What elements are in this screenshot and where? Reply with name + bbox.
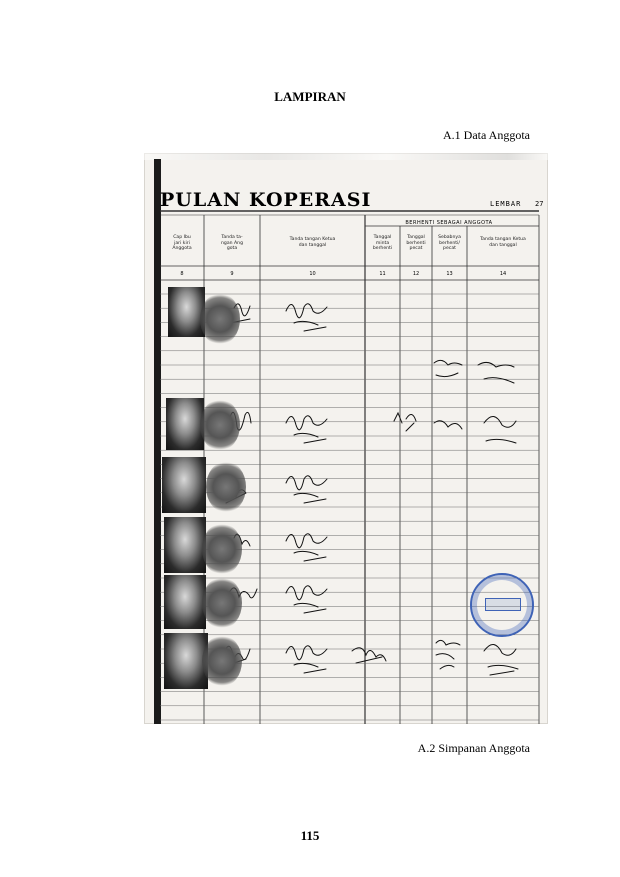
cooperative-stamp: [470, 573, 534, 637]
column-header-12: Tanggal berhenti pecat: [406, 235, 426, 251]
page-heading: LAMPIRAN: [274, 89, 346, 104]
thumbprint: [202, 577, 242, 629]
ledger-title: PULAN KOPERASI: [160, 189, 372, 211]
ledger-group-header: BERHENTI SEBAGAI ANGGOTA: [405, 220, 493, 226]
column-header-13: Sebabnya berhenti/ pecat: [438, 235, 461, 251]
thumbprint: [206, 461, 246, 513]
ledger-sheet-number: 27: [535, 200, 544, 208]
column-header-8: Cap Ibu jari kiri Anggota: [172, 235, 192, 251]
thumbprint: [202, 635, 242, 687]
member-photo: [162, 457, 206, 513]
thumbprint: [202, 523, 242, 575]
column-number-11: 11: [379, 271, 386, 277]
column-number-12: 12: [412, 271, 420, 277]
ledger-scan: [144, 153, 548, 724]
column-header-10: Tanda tangan Ketua dan tanggal: [289, 237, 336, 248]
member-photo: [166, 398, 204, 450]
column-number-14: 14: [499, 271, 507, 277]
column-number-9: 9: [230, 271, 234, 277]
section-caption-a1: A.1 Data Anggota: [443, 128, 530, 142]
column-number-8: 8: [180, 271, 184, 277]
member-photo: [164, 517, 206, 573]
ledger-sheet-label: LEMBAR: [490, 200, 522, 208]
thumbprint: [200, 293, 240, 345]
column-header-9: Tanda ta- ngan Ang gota: [221, 235, 243, 251]
thumbprint: [200, 399, 240, 451]
section-caption-a2: A.2 Simpanan Anggota: [417, 741, 530, 755]
stamp-center-band: [485, 598, 521, 611]
member-photo: [164, 575, 206, 629]
page-number: 115: [300, 828, 320, 843]
column-header-14: Tanda tangan Ketua dan tanggal: [480, 237, 526, 248]
column-number-13: 13: [446, 271, 453, 277]
column-header-11: Tanggal minta berhenti: [372, 235, 393, 251]
column-number-10: 10: [309, 271, 316, 277]
member-photo: [168, 287, 205, 337]
